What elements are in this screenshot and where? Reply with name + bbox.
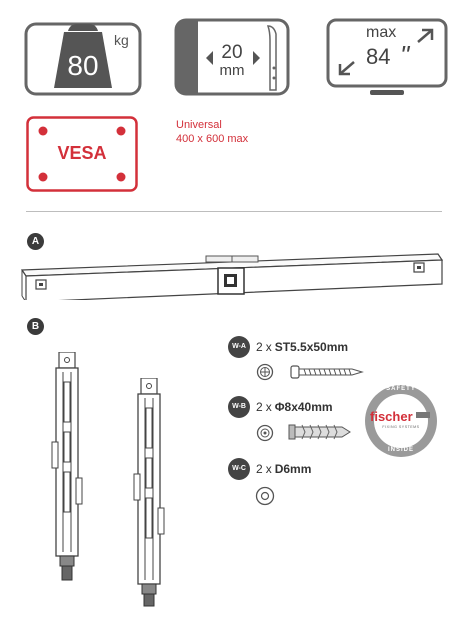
part-a-badge: A <box>27 233 44 250</box>
hardware-times: x <box>265 340 272 354</box>
hardware-spec: ST5.5x50mm <box>274 340 349 354</box>
left-bracket-arm-drawing <box>46 352 90 584</box>
screen-size-spec <box>326 18 448 100</box>
hardware-spec: D6mm <box>274 462 312 476</box>
hardware-times: x <box>265 462 272 476</box>
screen-prefix: max <box>366 24 397 41</box>
hardware-code-badge: W-C <box>228 458 250 480</box>
wall-distance-spec <box>174 18 290 96</box>
screw-head-icon <box>256 363 274 381</box>
wall-plug-end-icon <box>256 424 274 442</box>
depth-unit: mm <box>219 62 245 79</box>
screw-icon <box>290 364 364 380</box>
hardware-item-wc <box>256 462 311 476</box>
section-divider <box>26 211 442 212</box>
hardware-item-wa <box>256 340 348 354</box>
screen-unit-mark: " <box>400 40 410 70</box>
wall-rail-drawing <box>18 250 448 300</box>
right-bracket-arm-drawing <box>128 378 172 610</box>
hardware-spec: Φ8x40mm <box>274 400 333 414</box>
load-capacity-spec <box>24 18 142 96</box>
depth-value: 20 <box>221 42 243 63</box>
load-unit: kg <box>114 32 129 48</box>
vesa-note-line1: Universal <box>176 119 222 131</box>
hardware-code-badge: W-B <box>228 396 250 418</box>
fischer-safety-seal <box>364 384 438 458</box>
hardware-qty: 2 <box>256 462 263 476</box>
load-value: 80 <box>67 50 99 81</box>
screen-value: 84 <box>366 44 391 69</box>
hardware-item-wb <box>256 400 333 414</box>
hardware-times: x <box>265 400 272 414</box>
vesa-badge <box>26 116 138 192</box>
hardware-qty: 2 <box>256 340 263 354</box>
vesa-label: VESA <box>57 143 107 163</box>
seal-ring-bottom-text: INSIDE <box>387 447 414 453</box>
vesa-note-line2: 400 x 600 max <box>176 133 249 145</box>
seal-ring-top-text: SAFETY <box>386 386 416 392</box>
wall-plug-icon <box>288 421 352 443</box>
seal-brand: fischer <box>370 409 413 424</box>
washer-icon <box>255 486 275 506</box>
part-b-badge: B <box>27 318 44 335</box>
hardware-code-badge: W-A <box>228 336 250 358</box>
seal-sub: FIXING SYSTEMS <box>382 425 420 429</box>
hardware-qty: 2 <box>256 400 263 414</box>
